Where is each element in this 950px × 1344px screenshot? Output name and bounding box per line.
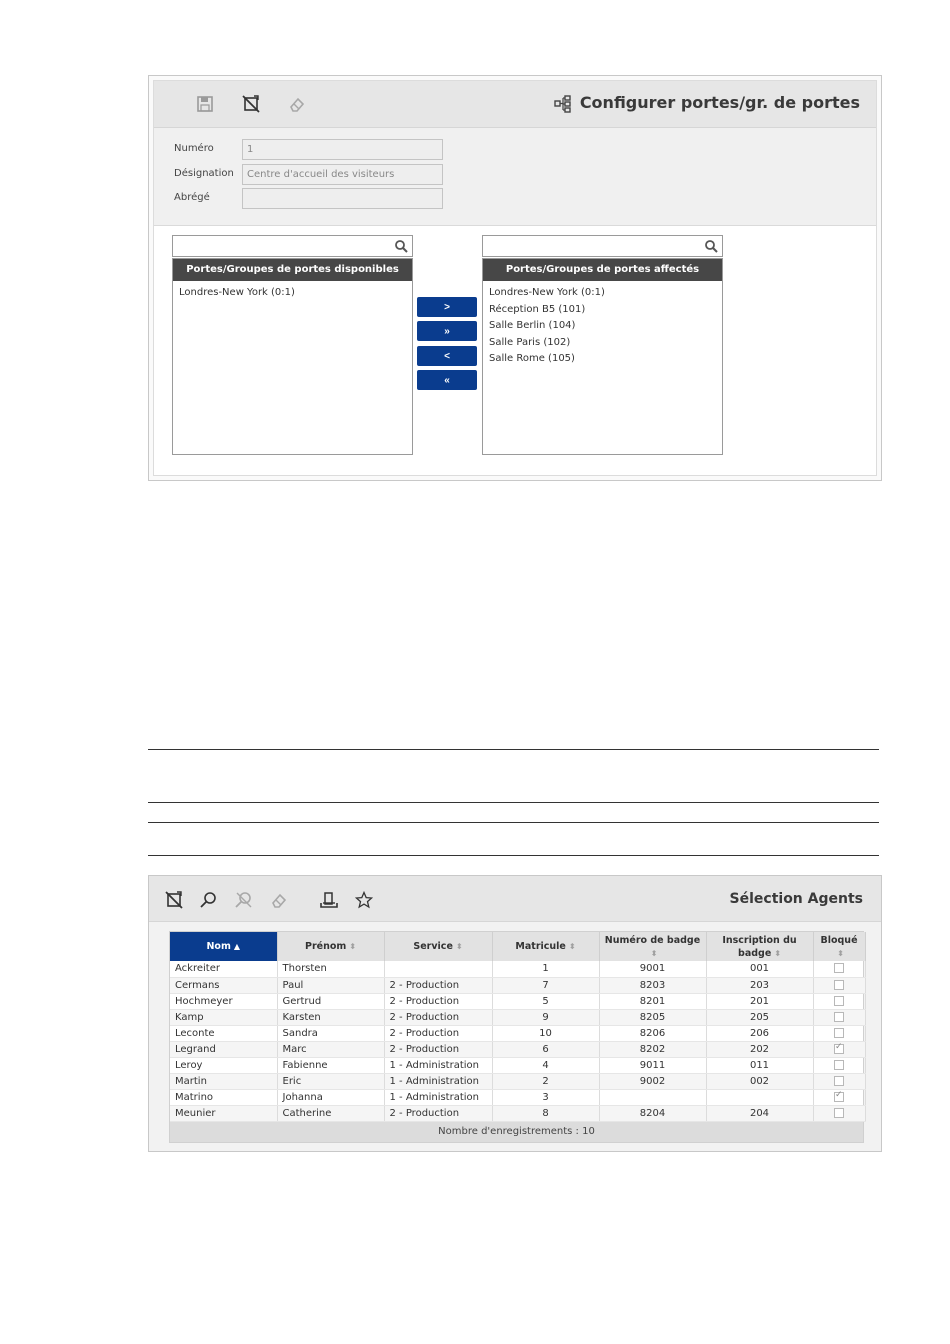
cell-inscription: 002 — [706, 1074, 813, 1090]
table-row[interactable] — [170, 1041, 865, 1057]
employee-selection-panel — [148, 875, 882, 1152]
panel2-title: Sélection Agents — [729, 891, 863, 907]
blocked-checkbox[interactable] — [834, 1060, 844, 1070]
cell-nom: Legrand — [170, 1041, 277, 1057]
cell-badge: 8201 — [599, 993, 706, 1009]
cell-matricule: 6 — [492, 1041, 599, 1057]
panel1-title: Configurer portes/gr. de portes — [579, 93, 860, 112]
blocked-checkbox[interactable] — [834, 1044, 844, 1054]
configure-doors-panel — [148, 75, 882, 481]
table-row[interactable] — [170, 1009, 865, 1025]
cell-service: 1 - Administration — [384, 1074, 492, 1090]
cell-nom: Ackreiter — [170, 961, 277, 977]
assigned-search — [482, 235, 723, 257]
blocked-checkbox[interactable] — [834, 1108, 844, 1118]
table-row[interactable] — [170, 1058, 865, 1074]
add-all-button[interactable]: » — [417, 321, 477, 341]
sort-icon: ⬍ — [650, 948, 658, 958]
abrege-input[interactable] — [242, 188, 443, 209]
table-header-row — [170, 932, 865, 961]
list-item[interactable]: Londres-New York (0:1) — [489, 287, 605, 298]
column-header-nom[interactable] — [170, 932, 277, 961]
cell-matricule: 3 — [492, 1090, 599, 1106]
discard-icon[interactable] — [240, 93, 262, 115]
cell-service: 2 - Production — [384, 977, 492, 993]
cell-bloque — [813, 1025, 865, 1041]
column-header-label: Service — [413, 941, 453, 952]
blocked-checkbox[interactable] — [834, 963, 844, 973]
sort-icon: ⬍ — [568, 942, 576, 951]
cell-nom: Martin — [170, 1074, 277, 1090]
table-row[interactable] — [170, 1106, 865, 1122]
blocked-checkbox[interactable] — [834, 1076, 844, 1086]
cell-badge: 8205 — [599, 1009, 706, 1025]
cell-badge: 9001 — [599, 961, 706, 977]
table-row[interactable] — [170, 1025, 865, 1041]
cell-nom: Matrino — [170, 1090, 277, 1106]
table-row[interactable] — [170, 1074, 865, 1090]
cell-prenom: Gertrud — [277, 993, 384, 1009]
sort-icon: ⬍ — [774, 948, 781, 958]
cell-prenom: Paul — [277, 977, 384, 993]
table-row[interactable] — [170, 977, 865, 993]
blocked-checkbox[interactable] — [834, 1028, 844, 1038]
cell-nom: Hochmeyer — [170, 993, 277, 1009]
list-item[interactable]: Salle Paris (102) — [489, 336, 571, 348]
search-icon[interactable] — [198, 889, 220, 911]
cell-service: 2 - Production — [384, 1025, 492, 1041]
cell-bloque — [813, 977, 865, 993]
cell-nom: Leroy — [170, 1058, 277, 1074]
cell-prenom: Sandra — [277, 1025, 384, 1041]
cell-badge — [599, 1090, 706, 1106]
cell-badge: 8206 — [599, 1025, 706, 1041]
cell-prenom: Johanna — [277, 1090, 384, 1106]
cell-service: 1 - Administration — [384, 1090, 492, 1106]
employee-table — [169, 931, 864, 1143]
cell-matricule: 1 — [492, 961, 599, 977]
cell-service: 2 - Production — [384, 1106, 492, 1122]
remove-all-button[interactable]: « — [417, 370, 477, 390]
panel1-toolbar — [154, 81, 876, 128]
cell-badge: 9002 — [599, 1074, 706, 1090]
cell-service: 2 - Production — [384, 1009, 492, 1025]
sort-ascending-icon: ▲ — [233, 942, 241, 951]
cell-nom: Meunier — [170, 1106, 277, 1122]
cell-inscription: 011 — [706, 1058, 813, 1074]
list-item[interactable]: Salle Berlin (104) — [489, 320, 576, 331]
cell-service: 2 - Production — [384, 1041, 492, 1057]
field-designation-label: Désignation — [174, 168, 234, 179]
cell-bloque — [813, 1058, 865, 1074]
cell-bloque — [813, 1106, 865, 1122]
configure-doors-panel-inner — [153, 80, 877, 476]
save-icon[interactable] — [194, 93, 216, 115]
cell-service: 2 - Production — [384, 993, 492, 1009]
cell-matricule: 5 — [492, 993, 599, 1009]
field-numero-label: Numéro — [174, 143, 214, 154]
assigned-list-header: Portes/Groupes de portes affectés — [483, 259, 722, 281]
sort-icon: ⬍ — [349, 942, 356, 951]
assigned-list — [482, 258, 723, 455]
column-header-label: Bloqué — [820, 934, 858, 946]
cell-bloque — [813, 1009, 865, 1025]
cell-matricule: 9 — [492, 1009, 599, 1025]
table-row[interactable] — [170, 993, 865, 1009]
cell-badge: 9011 — [599, 1058, 706, 1074]
tree-structure-icon[interactable] — [552, 93, 574, 115]
cell-bloque — [813, 1074, 865, 1090]
remove-button[interactable]: < — [417, 346, 477, 366]
cell-matricule: 8 — [492, 1106, 599, 1122]
column-header-label: Prénom — [305, 941, 347, 952]
separator-line — [148, 802, 879, 803]
list-item[interactable]: Réception B5 (101) — [489, 303, 586, 315]
separator-line — [148, 855, 879, 856]
table-row[interactable] — [170, 1090, 865, 1106]
blocked-checkbox[interactable] — [834, 1092, 844, 1102]
blocked-checkbox[interactable] — [834, 980, 844, 990]
field-abrege-label: Abrégé — [174, 192, 210, 203]
cell-inscription: 203 — [706, 977, 813, 993]
list-item[interactable]: Salle Rome (105) — [489, 353, 575, 364]
record-count: Nombre d'enregistrements : 10 — [170, 1122, 863, 1142]
column-header-prenom[interactable] — [277, 932, 384, 961]
cell-inscription: 204 — [706, 1106, 813, 1122]
available-search — [172, 235, 413, 257]
cell-inscription: 206 — [706, 1025, 813, 1041]
door-group-form — [154, 128, 876, 226]
column-header-badge[interactable] — [599, 932, 706, 961]
cell-prenom: Marc — [277, 1041, 384, 1057]
separator-line — [148, 749, 879, 750]
blocked-checkbox[interactable] — [834, 1012, 844, 1022]
column-header-label: Matricule — [515, 941, 566, 952]
cell-inscription: 001 — [706, 961, 813, 977]
table-row[interactable] — [170, 961, 865, 977]
cell-badge: 8202 — [599, 1041, 706, 1057]
blocked-checkbox[interactable] — [834, 996, 844, 1006]
sort-icon: ⬍ — [837, 948, 844, 958]
available-list — [172, 258, 413, 455]
cell-prenom: Thorsten — [277, 961, 384, 977]
cell-badge: 8203 — [599, 977, 706, 993]
available-list-items — [173, 281, 412, 306]
available-list-header: Portes/Groupes de portes disponibles — [173, 259, 412, 281]
cell-service: 1 - Administration — [384, 1058, 492, 1074]
cell-nom: Kamp — [170, 1009, 277, 1025]
cell-matricule: 10 — [492, 1025, 599, 1041]
cell-bloque — [813, 1041, 865, 1057]
favorite-star-icon[interactable] — [353, 889, 375, 911]
list-item[interactable]: Londres-New York (0:1) — [179, 287, 295, 298]
search-icon[interactable] — [394, 239, 408, 253]
print-icon[interactable] — [318, 889, 340, 911]
cell-prenom: Catherine — [277, 1106, 384, 1122]
cell-bloque — [813, 993, 865, 1009]
cell-bloque — [813, 961, 865, 977]
eraser-icon[interactable] — [286, 93, 308, 115]
column-header-bloque[interactable] — [813, 932, 865, 961]
column-header-label: Numéro de badge — [604, 934, 701, 946]
cell-service — [384, 961, 492, 977]
cell-nom: Cermans — [170, 977, 277, 993]
numero-input[interactable]: 1 — [242, 139, 443, 160]
cell-inscription — [706, 1090, 813, 1106]
cell-matricule: 2 — [492, 1074, 599, 1090]
eraser-icon[interactable] — [268, 889, 290, 911]
designation-input[interactable]: Centre d'accueil des visiteurs — [242, 164, 443, 185]
reset-filter-icon[interactable] — [233, 889, 255, 911]
add-button[interactable]: > — [417, 297, 477, 317]
cell-inscription: 201 — [706, 993, 813, 1009]
column-header-label: Inscription du badge — [722, 934, 797, 959]
cell-inscription: 202 — [706, 1041, 813, 1057]
cell-nom: Leconte — [170, 1025, 277, 1041]
column-header-matricule[interactable] — [492, 932, 599, 961]
sort-icon: ⬍ — [455, 942, 463, 951]
cell-matricule: 4 — [492, 1058, 599, 1074]
column-header-inscription[interactable] — [706, 932, 813, 961]
separator-line — [148, 822, 879, 823]
employee-table-body — [170, 961, 865, 1122]
cell-prenom: Fabienne — [277, 1058, 384, 1074]
cell-badge: 8204 — [599, 1106, 706, 1122]
panel2-toolbar — [149, 876, 881, 922]
discard-icon[interactable] — [163, 889, 185, 911]
assigned-search-input[interactable] — [483, 236, 722, 256]
column-header-label: Nom — [206, 941, 231, 952]
column-header-service[interactable] — [384, 932, 492, 961]
cell-inscription: 205 — [706, 1009, 813, 1025]
cell-matricule: 7 — [492, 977, 599, 993]
cell-prenom: Karsten — [277, 1009, 384, 1025]
available-search-input[interactable] — [173, 236, 412, 256]
cell-prenom: Eric — [277, 1074, 384, 1090]
assigned-list-items — [483, 281, 722, 372]
cell-bloque — [813, 1090, 865, 1106]
search-icon[interactable] — [704, 239, 718, 253]
